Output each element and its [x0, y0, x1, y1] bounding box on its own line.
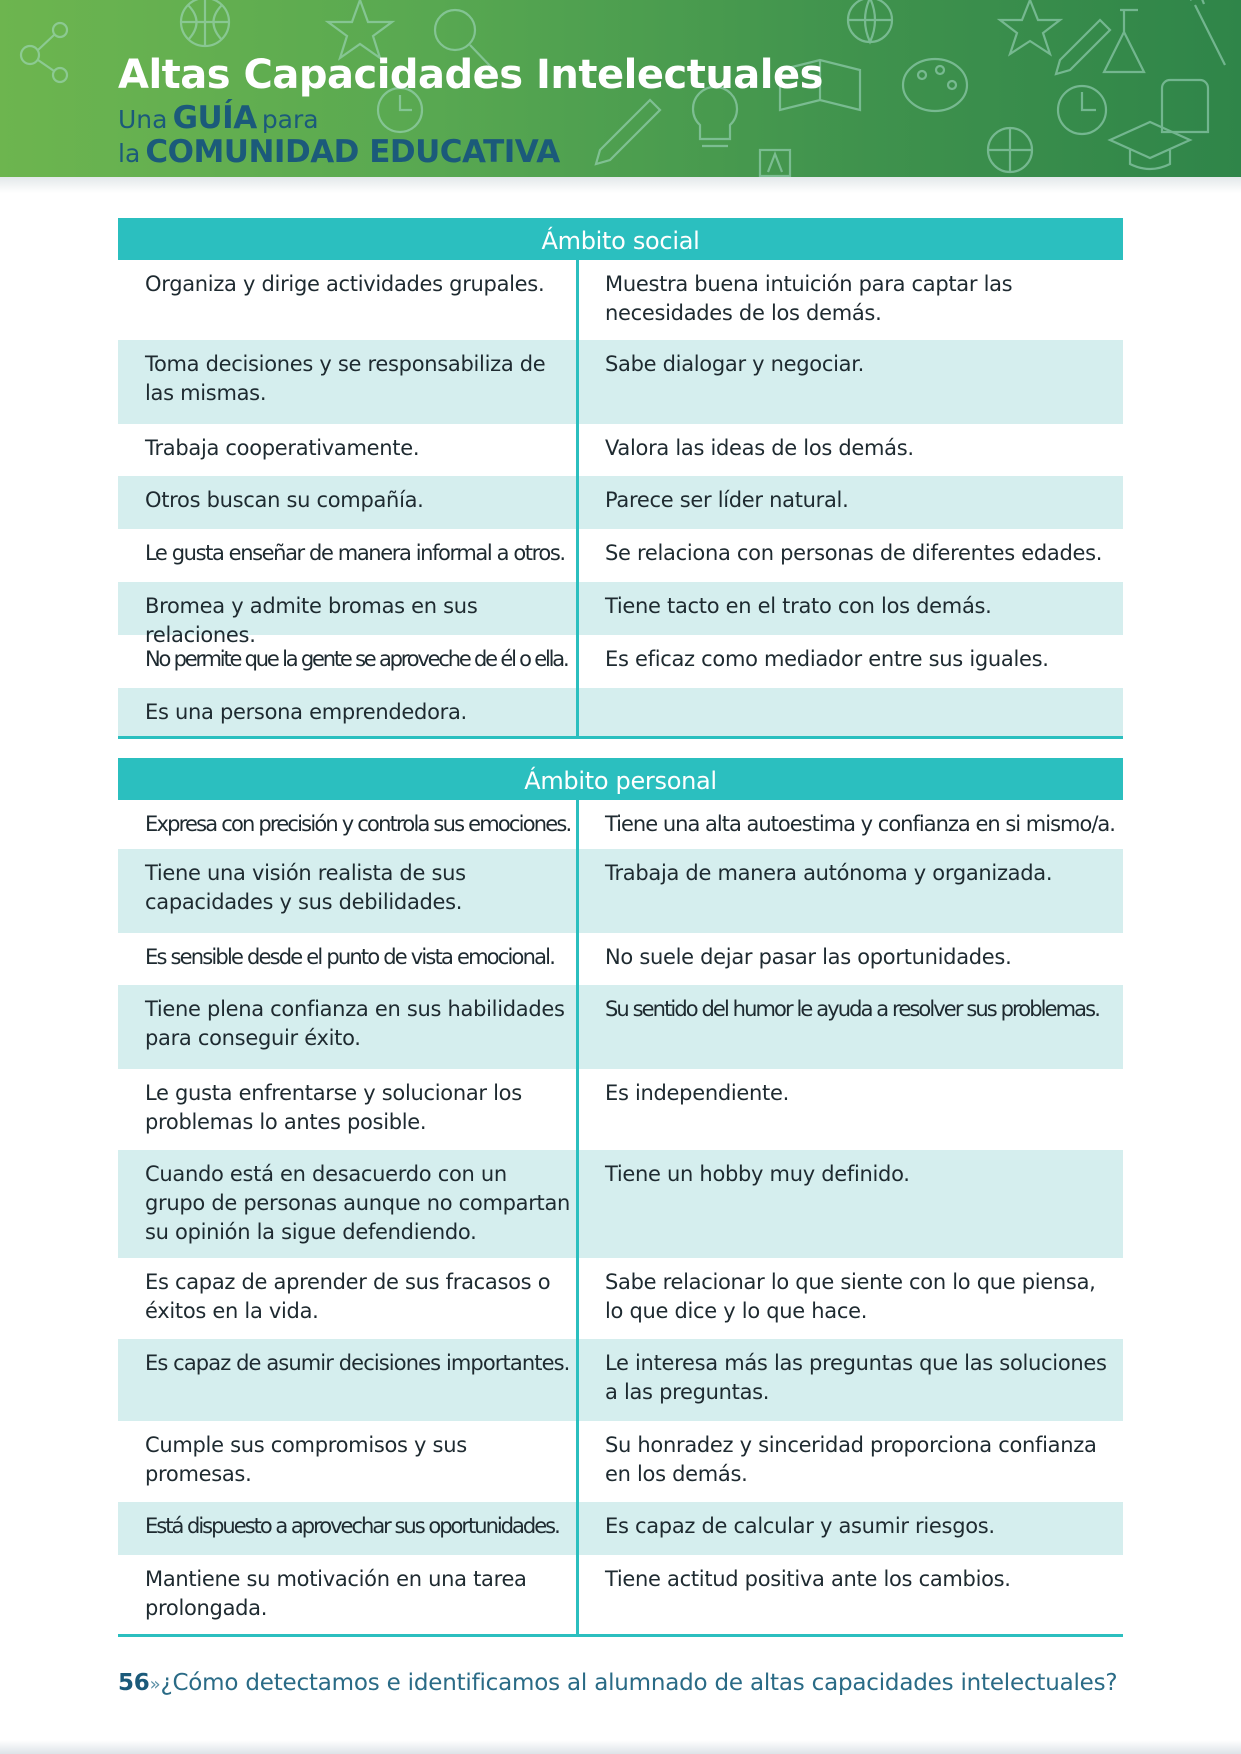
table-row — [118, 1555, 1123, 1634]
table-cell: Trabaja cooperativamente. — [145, 436, 420, 460]
table-cell: Tiene una visión realista de sus capacidades y sus debilidades. — [145, 861, 466, 914]
table-row — [118, 260, 1123, 340]
table-cell: Trabaja de manera autónoma y organizada. — [605, 861, 1053, 885]
guide-subtitle-line1: Una GUÍA para — [118, 100, 319, 136]
guide-title: Altas Capacidades Intelectuales — [118, 52, 823, 98]
table-cell: Le gusta enfrentarse y solucionar los problemas lo antes posible. — [145, 1081, 522, 1134]
table-row — [118, 985, 1123, 1069]
table-row — [118, 529, 1123, 582]
table-cell: Sabe dialogar y negociar. — [605, 352, 864, 376]
table-row — [118, 1150, 1123, 1258]
banner-shadow — [0, 177, 1241, 193]
table-cell: Expresa con precisión y controla sus emociones. — [145, 812, 571, 836]
table-cell: Tiene tacto en el trato con los demás. — [605, 594, 992, 618]
table-cell: Es eficaz como mediador entre sus iguales. — [605, 647, 1049, 671]
personal-table-heading: Ámbito personal — [118, 758, 1123, 800]
table-cell: Tiene actitud positiva ante los cambios. — [605, 1567, 1011, 1591]
personal-table — [118, 758, 1123, 1637]
table-cell: Tiene un hobby muy definido. — [605, 1162, 910, 1186]
social-table-rows — [118, 260, 1123, 739]
table-cell: Es una persona emprendedora. — [145, 700, 467, 724]
page-number: 56 — [118, 1670, 150, 1696]
table-cell: Es capaz de calcular y asumir riesgos. — [605, 1514, 995, 1538]
table-row — [118, 476, 1123, 529]
table-row — [118, 933, 1123, 985]
bottom-bar — [0, 1740, 1241, 1754]
social-table-heading: Ámbito social — [118, 218, 1123, 260]
guide-subtitle-line2: la COMUNIDAD EDUCATIVA — [118, 134, 560, 170]
table-cell: Otros buscan su compañía. — [145, 488, 424, 512]
table-row — [118, 340, 1123, 424]
footer-section-title: ¿Cómo detectamos e identificamos al alumnado de altas capacidades intelectuales? — [160, 1670, 1118, 1696]
table-cell: Muestra buena intuición para captar las necesidades de los demás. — [605, 272, 1013, 325]
table-cell: Su sentido del humor le ayuda a resolver sus problemas. — [605, 997, 1099, 1021]
table-row — [118, 1258, 1123, 1339]
table-cell: Bromea y admite bromas en sus relaciones. — [145, 594, 478, 647]
table-cell: Tiene plena confianza en sus habilidades para conseguir éxito. — [145, 997, 565, 1050]
table-cell: Parece ser líder natural. — [605, 488, 849, 512]
header-banner — [0, 0, 1241, 177]
table-cell: Toma decisiones y se responsabiliza de las mismas. — [145, 352, 546, 405]
table-cell — [579, 688, 1123, 736]
table-row — [118, 1502, 1123, 1555]
social-table — [118, 218, 1123, 739]
table-cell: Es independiente. — [605, 1081, 789, 1105]
table-cell: No permite que la gente se aproveche de él o ella. — [145, 647, 568, 671]
table-row — [118, 635, 1123, 688]
table-row — [118, 688, 1123, 736]
table-cell: No suele dejar pasar las oportunidades. — [605, 945, 1012, 969]
table-cell: Sabe relacionar lo que siente con lo que piensa, lo que dice y lo que hace. — [605, 1270, 1096, 1323]
table-row — [118, 582, 1123, 647]
table-row — [118, 1421, 1123, 1502]
table-cell: Es capaz de asumir decisiones importantes. — [145, 1351, 570, 1375]
page-footer — [118, 1670, 1117, 1696]
table-row — [118, 1069, 1123, 1150]
table-cell: Le gusta enseñar de manera informal a otros. — [145, 541, 565, 565]
table-cell: Es sensible desde el punto de vista emocional. — [145, 945, 555, 969]
personal-table-rows — [118, 800, 1123, 1637]
table-row — [118, 849, 1123, 933]
table-cell: Se relaciona con personas de diferentes edades. — [605, 541, 1103, 565]
table-cell: Está dispuesto a aprovechar sus oportunidades. — [145, 1514, 559, 1538]
table-cell: Cumple sus compromisos y sus promesas. — [145, 1433, 467, 1486]
table-row — [118, 424, 1123, 476]
table-cell: Mantiene su motivación en una tarea prolongada. — [145, 1567, 527, 1620]
footer-separator: » — [149, 1674, 161, 1695]
table-row — [118, 1339, 1123, 1421]
table-cell: Su honradez y sinceridad proporciona confianza en los demás. — [605, 1433, 1097, 1486]
table-cell: Cuando está en desacuerdo con un grupo de personas aunque no compartan su opinión la sigue defendiendo. — [145, 1162, 571, 1244]
table-cell: Es capaz de aprender de sus fracasos o éxitos en la vida. — [145, 1270, 551, 1323]
table-cell: Le interesa más las preguntas que las soluciones a las preguntas. — [605, 1351, 1107, 1404]
table-cell: Valora las ideas de los demás. — [605, 436, 914, 460]
table-cell: Organiza y dirige actividades grupales. — [145, 272, 545, 296]
table-cell: Tiene una alta autoestima y confianza en si mismo/a. — [605, 812, 1115, 836]
table-row — [118, 800, 1123, 849]
